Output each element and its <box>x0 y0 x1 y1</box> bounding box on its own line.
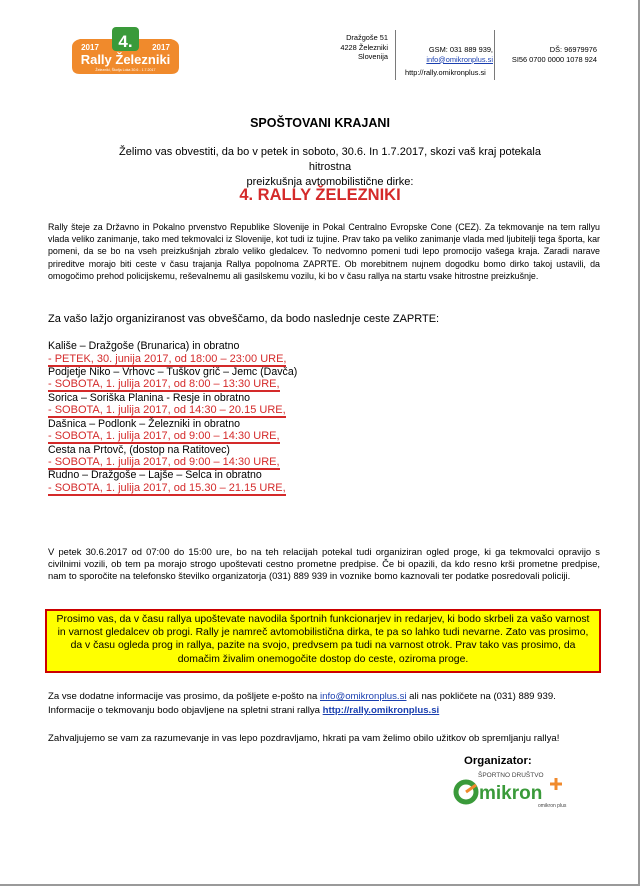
road-time: - SOBOTA, 1. julija 2017, od 9:00 – 14:30 URE, <box>48 430 280 443</box>
road-name: Cesta na Prtovč, (dostop na Ratitovec) <box>48 443 230 456</box>
header-contact: GSM: 031 889 939, info@omikronplus.si <box>398 45 493 64</box>
svg-text:ŠPORTNO DRUŠTVO: ŠPORTNO DRUŠTVO <box>478 772 544 779</box>
header-address: Dražgoše 51 4228 Železniki Slovenija <box>340 33 388 61</box>
road-name: Dašnica – Podlonk – Železniki in obratno <box>48 417 240 430</box>
road-time: - SOBOTA, 1. julija 2017, od 9:00 – 14:30 URE, <box>48 456 280 469</box>
svg-text:mikron: mikron <box>479 783 543 804</box>
thanks-text: Zahvaljujemo se vam za razumevanje in vas lepo pozdravljamo, hkrati pa vam želimo obilo užitkov ob spremljanju rallya! <box>48 733 560 744</box>
inspection-text: V petek 30.6.2017 od 07:00 do 15:00 ure, bo na teh relacijah potekal tudi organiziran ogled proge, ki ga tekmovalci opravijo s civilnimi vozili, ob tem pa morajo strogo upoštevati cestno prometne predpise. Če bi opazili, da kdo resno krši prometne predpise, nam to sporočite na telefonsko številko organizatorja (031) 889 939 in voznike bomo kaznovali ter podatke posredovali policiji. <box>48 546 600 582</box>
header-tax-info: DŠ: 96979976 SI56 0700 0000 1078 924 <box>511 45 597 64</box>
event-title: 4. RALLY ŽELEZNIKI <box>239 186 401 204</box>
contact-info: Za vse dodatne informacije vas prosimo, da pošljete e-pošto na info@omikronplus.si ali nas pokličete na (031) 889 939. Informacije o tekmovanju bodo objavljene na spletni strani rallya http://rally.omikronplus.si <box>48 691 556 716</box>
logo-year-left: 2017 <box>81 43 99 52</box>
logo-number: 4. <box>118 32 133 51</box>
road-name: Podjetje Niko – Vrhovc – Tuškov grič – Jemc (Davča) <box>48 365 298 378</box>
road-name: Rudno – Dražgoše – Lajše – Selca in obratno <box>48 469 262 482</box>
header-divider <box>395 30 396 80</box>
road-name: Kališe – Dražgoše (Brunarica) in obratno <box>48 340 240 352</box>
road-time: - SOBOTA, 1. julija 2017, od 14:30 – 20.15 URE, <box>48 404 286 417</box>
road-time: - SOBOTA, 1. julija 2017, od 8:00 – 13:30 URE, <box>48 378 280 391</box>
road-time: - PETEK, 30. junija 2017, od 18:00 – 23:00 URE, <box>48 352 287 365</box>
svg-text:omikron plus: omikron plus <box>538 803 567 809</box>
road-time: - SOBOTA, 1. julija 2017, od 15.30 – 21.15 URE, <box>48 481 286 494</box>
safety-notice: Prosimo vas, da v času rallya upoštevate navodila športnih funkcionarjev in redarjev, ki bodo skrbeli za vašo varnost in varnost gledalcev ob progi. Rally je namreč avtomobilistična dirka, te pa so lahko tudi nevarne. Zato vas prosimo, da v času ogleda prog in rallya, pazite na svojo, predvsem pa tudi na varnost otrok. Prav tako vas prosimo, da domačim živalim onemogočite dostop do ceste, oziroma proge. <box>45 609 601 673</box>
header-web-link[interactable]: http://rally.omikronplus.si <box>405 68 486 77</box>
logo-subtitle: Železniki, Škofja Loka 30.6 - 1.7.2017 <box>95 68 156 72</box>
rally-logo <box>68 27 183 75</box>
omikron-logo <box>452 769 572 809</box>
header-email-link[interactable]: info@omikronplus.si <box>426 54 493 64</box>
organizer-label: Organizator: <box>464 755 532 767</box>
roads-lead: Za vašo lažjo organiziranost vas obveščamo, da bodo naslednje ceste ZAPRTE: <box>48 313 440 325</box>
road-name: Sorica – Soriška Planina - Resje in obratno <box>48 391 250 404</box>
contact-email-link[interactable]: info@omikronplus.si <box>319 691 407 702</box>
contact-web-link[interactable]: http://rally.omikronplus.si <box>322 705 440 716</box>
page-title: SPOŠTOVANI KRAJANI <box>250 116 390 130</box>
road-closures <box>48 340 608 495</box>
intro-text: Želimo vas obvestiti, da bo v petek in soboto, 30.6. In 1.7.2017, skozi vaš kraj potekala hitrostna preizkušnja avtomobilistične dirke: <box>119 146 541 188</box>
logo-year-right: 2017 <box>152 43 170 52</box>
rally-description: Rally šteje za Državno in Pokalno prvenstvo Republike Slovenije in Pokal Centralno Evropske Cone (CEZ). Za tekmovanje na tem rallyu vlada veliko zanimanje, tako med tekmovalci iz Slovenije, kot tudi iz tujine. Prav tako pa veliko zanimanje vlada med ljubitelji tega športa, kar pomeni, da se bo na vseh preizkušnjah zbralo veliko gledalcev. To nedvomno pomeni tudi lepo promocijo vašega kraja. Zaradi narave prireditve morajo biti ceste v času trajanja Rallya popolnoma ZAPRTE. Ob morebitnem nujnem dogodku bomo dirko takoj ustavili, da omogočimo prehod policijskemu, reševalnemu ali gasilskemu vozilu, ki bo v času rallya na startu vsake hitrostne preizkušnje. <box>48 222 600 281</box>
logo-name: Rally Železniki <box>80 52 171 67</box>
header-divider-2 <box>494 30 495 80</box>
